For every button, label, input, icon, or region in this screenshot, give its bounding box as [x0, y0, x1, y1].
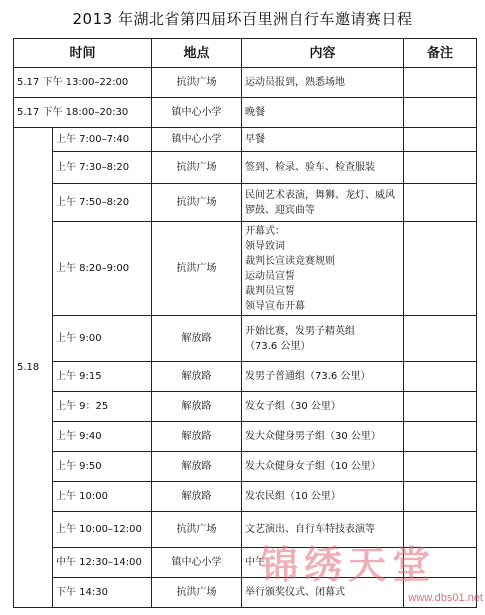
- watermark-url: www.dbs01.net: [408, 592, 483, 604]
- location-cell: 解放路: [152, 422, 242, 452]
- location-cell: 抗洪广场: [152, 184, 242, 222]
- content-cell: [242, 362, 404, 392]
- note-cell: [404, 548, 477, 578]
- note-cell: [404, 482, 477, 512]
- location-cell: 镇中心小学: [152, 548, 242, 578]
- content-line: 领导致词: [245, 240, 286, 252]
- location-cell: 抗洪广场: [152, 512, 242, 548]
- location-cell: 解放路: [152, 392, 242, 422]
- location-cell: 抗洪广场: [152, 68, 242, 98]
- content-cell: [242, 578, 404, 608]
- content-line: 领导宣布开幕: [245, 300, 306, 312]
- content-cell: [242, 128, 404, 152]
- content-line: 发女子组（30 公里）: [245, 401, 341, 412]
- note-cell: [404, 512, 477, 548]
- header-content: 内容: [242, 39, 404, 68]
- table-row: [14, 422, 477, 452]
- content-cell: [242, 184, 404, 222]
- table-row: [14, 222, 477, 316]
- content-line: 开幕式：: [245, 225, 286, 237]
- location-cell: 镇中心小学: [152, 98, 242, 128]
- table-row: [14, 548, 477, 578]
- header-note: 备注: [404, 39, 477, 68]
- location-cell: 镇中心小学: [152, 128, 242, 152]
- time-cell: 上午 9:15: [53, 362, 152, 392]
- content-cell: [242, 422, 404, 452]
- table-row: [14, 512, 477, 548]
- header-row: [14, 39, 477, 68]
- content-cell: [242, 548, 404, 578]
- content-cell: [242, 482, 404, 512]
- note-cell: [404, 392, 477, 422]
- note-cell: [404, 452, 477, 482]
- table-row: [14, 578, 477, 608]
- content-line: 举行颁奖仪式、闭幕式: [245, 587, 346, 598]
- content-cell: 晚餐: [242, 98, 404, 128]
- location-cell: 抗洪广场: [152, 222, 242, 316]
- content-cell: [242, 392, 404, 422]
- content-line: 锣鼓、迎宾曲等: [245, 204, 316, 216]
- header-time: 时间: [14, 39, 152, 68]
- content-cell: [242, 512, 404, 548]
- location-cell: 解放路: [152, 452, 242, 482]
- table-row: [14, 482, 477, 512]
- content-line: 运动员宣誓: [245, 270, 296, 282]
- note-cell: [404, 152, 477, 184]
- schedule-table: [13, 38, 477, 608]
- content-cell: [242, 152, 404, 184]
- header-location: 地点: [152, 39, 242, 68]
- table-row: [14, 184, 477, 222]
- location-cell: 解放路: [152, 316, 242, 362]
- page-title: 2013 年湖北省第四届环百里洲自行车邀请赛日程: [72, 10, 413, 28]
- content-line: 早餐: [245, 134, 266, 145]
- time-cell: 中午 12:30–14:00: [53, 548, 152, 578]
- table-row: [14, 452, 477, 482]
- time-cell: 上午 9：25: [53, 392, 152, 422]
- table-row: [14, 68, 477, 98]
- content-line: 发大众健身男子组（30 公里）: [245, 431, 381, 442]
- time-cell: 5.17 下午 18:00–20:30: [14, 98, 152, 128]
- content-line: 发大众健身女子组（10 公里）: [245, 461, 381, 472]
- content-cell: [242, 452, 404, 482]
- time-cell: 上午 7:00–7:40: [53, 128, 152, 152]
- content-line: 裁判员宣誓: [245, 285, 296, 297]
- content-line: 中午: [245, 557, 266, 568]
- note-cell: [404, 578, 477, 608]
- location-cell: 解放路: [152, 362, 242, 392]
- table-row: [14, 128, 477, 152]
- content-cell: 运动员报到，熟悉场地: [242, 68, 404, 98]
- note-cell: [404, 184, 477, 222]
- location-cell: 解放路: [152, 482, 242, 512]
- table-row: [14, 316, 477, 362]
- content-line: （73.6 公里）: [245, 340, 311, 352]
- time-cell: 上午 10:00: [53, 482, 152, 512]
- content-line: 文艺演出、自行车特技表演等: [245, 524, 376, 535]
- location-cell: 抗洪广场: [152, 152, 242, 184]
- table-row: [14, 362, 477, 392]
- time-cell: 下午 14:30: [53, 578, 152, 608]
- note-cell: [404, 422, 477, 452]
- content-line: 发男子普通组（73.6 公里）: [245, 371, 371, 382]
- note-cell: [404, 316, 477, 362]
- time-cell: 上午 7:50–8:20: [53, 184, 152, 222]
- time-cell: 上午 10:00–12:00: [53, 512, 152, 548]
- table-row: [14, 392, 477, 422]
- time-cell: 5.17 下午 13:00–22:00: [14, 68, 152, 98]
- time-cell: 上午 9:50: [53, 452, 152, 482]
- time-cell: 上午 8:20–9:00: [53, 222, 152, 316]
- watermark-logo: 锦绣天堂: [260, 542, 437, 587]
- note-cell: [404, 68, 477, 98]
- content-cell: [242, 316, 404, 362]
- content-line: 民间艺术表演，舞狮、龙灯、威风: [245, 189, 396, 201]
- time-cell: 上午 9:00: [53, 316, 152, 362]
- content-line: 开始比赛，发男子精英组: [245, 325, 356, 337]
- content-cell: [242, 222, 404, 316]
- note-cell: [404, 98, 477, 128]
- table-row: [14, 98, 477, 128]
- time-cell: 上午 7:30–8:20: [53, 152, 152, 184]
- content-line: 签到、检录、验车、检查服装: [245, 162, 376, 173]
- content-line: 裁判长宣读竞赛规则: [245, 255, 336, 267]
- date-cell: 5.18: [14, 128, 53, 608]
- note-cell: [404, 128, 477, 152]
- note-cell: [404, 222, 477, 316]
- note-cell: [404, 362, 477, 392]
- location-cell: 抗洪广场: [152, 578, 242, 608]
- time-cell: 上午 9:40: [53, 422, 152, 452]
- table-row: [14, 152, 477, 184]
- content-line: 发农民组（10 公里）: [245, 491, 341, 502]
